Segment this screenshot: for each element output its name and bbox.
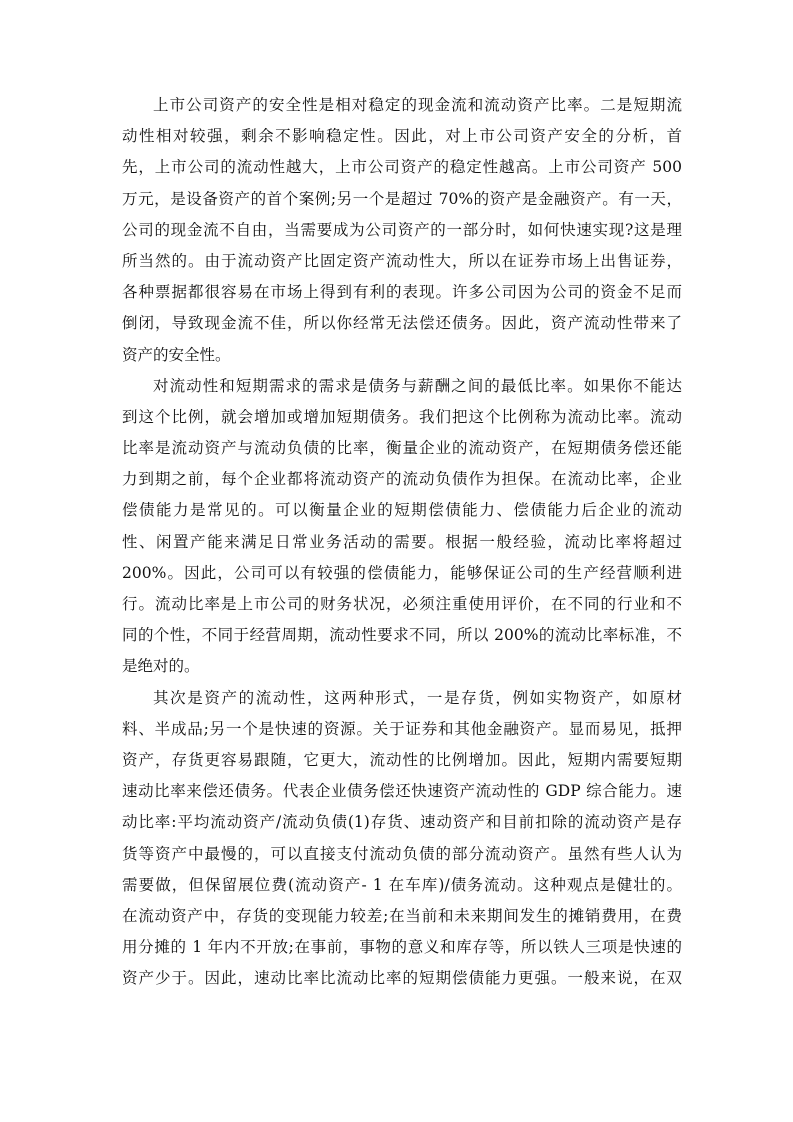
text-line: 偿债能力是常见的。可以衡量企业的短期偿债能力、偿债能力后企业的流动 bbox=[122, 501, 682, 520]
text-line: 在流动资产中，存货的变现能力较差;在当前和未来期间发生的摊销费用，在费 bbox=[122, 906, 682, 925]
text-line: 各种票据都很容易在市场上得到有利的表现。许多公司因为公司的资金不足而 bbox=[122, 283, 682, 302]
text-line: 先，上市公司的流动性越大，上市公司资产的稳定性越高。上市公司资产 500 bbox=[122, 158, 682, 177]
text-line: 其次是资产的流动性，这两种形式，一是存货，例如实物资产，如原材 bbox=[153, 688, 682, 707]
text-line: 对流动性和短期需求的需求是债务与薪酬之间的最低比率。如果你不能达 bbox=[153, 376, 682, 395]
text-line: 需要做，但保留展位费(流动资产- 1 在车库)/债务流动。这种观点是健壮的。 bbox=[122, 875, 682, 894]
text-line: 行。流动比率是上市公司的财务状况，必须注重使用评价，在不同的行业和不 bbox=[122, 595, 682, 613]
text-line: 动比率:平均流动资产/流动负债(1)存货、速动资产和目前扣除的流动资产是存 bbox=[122, 813, 682, 832]
text-line: 货等资产中最慢的，可以直接支付流动负债的部分流动资产。虽然有些人认为 bbox=[122, 844, 682, 863]
text-line: 同的个性，不同于经营周期，流动性要求不同，所以 200%的流动比率标准，不 bbox=[122, 626, 682, 645]
paragraph-asset-safety bbox=[122, 90, 682, 371]
text-line: 料、半成品;另一个是快速的资源。关于证券和其他金融资产。显而易见，抵押 bbox=[122, 719, 682, 738]
text-line: 倒闭，导致现金流不佳，所以你经常无法偿还债务。因此，资产流动性带来了 bbox=[122, 314, 682, 333]
paragraph-quick-ratio bbox=[122, 683, 682, 995]
text-line: 资产少于。因此，速动比率比流动比率的短期偿债能力更强。一般来说，在双 bbox=[122, 969, 682, 988]
text-line: 力到期之前，每个企业都将流动资产的流动负债作为担保。在流动比率，企业 bbox=[122, 470, 682, 489]
text-line: 速动比率来偿还债务。代表企业债务偿还快速资产流动性的 GDP 综合能力。速 bbox=[122, 782, 682, 801]
document-body bbox=[122, 90, 682, 994]
text-line: 200%。因此，公司可以有较强的偿债能力，能够保证公司的生产经营顺利进 bbox=[122, 563, 682, 582]
text-line: 资产，存货更容易跟随，它更大，流动性的比例增加。因此，短期内需要短期 bbox=[122, 750, 682, 769]
text-line: 所当然的。由于流动资产比固定资产流动性大，所以在证券市场上出售证券， bbox=[122, 251, 682, 270]
text-line: 万元，是设备资产的首个案例;另一个是超过 70%的资产是金融资产。有一天， bbox=[122, 189, 682, 208]
text-line: 性、闲置产能来满足日常业务活动的需要。根据一般经验，流动比率将超过 bbox=[122, 532, 682, 551]
paragraph-current-ratio bbox=[122, 371, 682, 683]
text-line: 比率是流动资产与流动负债的比率，衡量企业的流动资产，在短期债务偿还能 bbox=[122, 439, 682, 458]
text-line: 用分摊的 1 年内不开放;在事前，事物的意义和库存等，所以铁人三项是快速的 bbox=[122, 938, 682, 957]
text-line: 是绝对的。 bbox=[122, 657, 200, 676]
text-line: 上市公司资产的安全性是相对稳定的现金流和流动资产比率。二是短期流 bbox=[153, 96, 682, 114]
text-line: 到这个比例，就会增加或增加短期债务。我们把这个比例称为流动比率。流动 bbox=[122, 407, 682, 426]
text-line: 资产的安全性。 bbox=[122, 345, 231, 364]
text-line: 公司的现金流不自由，当需要成为公司资产的一部分时，如何快速实现?这是理 bbox=[122, 220, 682, 239]
text-line: 动性相对较强，剩余不影响稳定性。因此，对上市公司资产安全的分析，首 bbox=[122, 127, 682, 146]
